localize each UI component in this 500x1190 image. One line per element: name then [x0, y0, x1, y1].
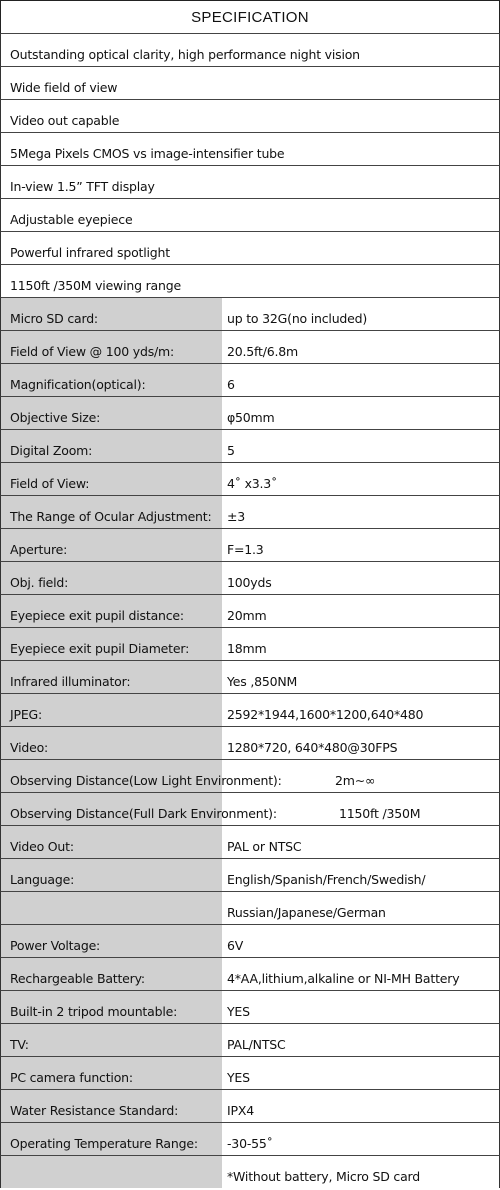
spec-label: Field of View: [10, 476, 90, 491]
spec-row [0, 990, 500, 1023]
spec-value: 6V [227, 938, 244, 953]
spec-label: JPEG: [10, 707, 43, 722]
spec-value: *Without battery, Micro SD card [227, 1169, 420, 1184]
spec-row [0, 297, 500, 330]
feature-text: In-view 1.5” TFT display [10, 179, 155, 194]
spec-row [0, 1122, 500, 1155]
spec-label: Built-in 2 tripod mountable: [10, 1004, 178, 1019]
spec-value: F=1.3 [227, 542, 264, 557]
feature-text: 1150ft /350M viewing range [10, 278, 181, 293]
feature-text: Video out capable [10, 113, 120, 128]
spec-value: YES [227, 1070, 250, 1085]
spec-value: 2m∼∞ [335, 773, 376, 788]
spec-label: Language: [10, 872, 75, 887]
spec-value: PAL or NTSC [227, 839, 302, 854]
spec-label: TV: [10, 1037, 29, 1052]
feature-row [0, 231, 500, 264]
spec-row [0, 363, 500, 396]
spec-row [0, 1056, 500, 1089]
spec-value: IPX4 [227, 1103, 254, 1118]
spec-value: 18mm [227, 641, 267, 656]
spec-label: PC camera function: [10, 1070, 133, 1085]
page-title: SPECIFICATION [0, 0, 500, 34]
spec-row [0, 924, 500, 957]
spec-value: 5 [227, 443, 235, 458]
spec-value: Russian/Japanese/German [227, 905, 386, 920]
spec-row [0, 660, 500, 693]
spec-row [0, 627, 500, 660]
spec-label: Water Resistance Standard: [10, 1103, 179, 1118]
feature-text: Adjustable eyepiece [10, 212, 133, 227]
spec-table [0, 33, 500, 1188]
spec-label: The Range of Ocular Adjustment: [10, 509, 212, 524]
spec-label: Operating Temperature Range: [10, 1136, 198, 1151]
spec-label: Video Out: [10, 839, 74, 854]
observing-row [0, 792, 500, 825]
spec-label: Video: [10, 740, 49, 755]
spec-row [0, 825, 500, 858]
feature-row [0, 264, 500, 297]
spec-row [0, 957, 500, 990]
spec-row [0, 561, 500, 594]
spec-row [0, 726, 500, 759]
spec-label: Rechargeable Battery: [10, 971, 145, 986]
feature-text: Wide field of view [10, 80, 118, 95]
spec-value: -30-55˚ [227, 1136, 273, 1151]
spec-label: Digital Zoom: [10, 443, 93, 458]
spec-value: English/Spanish/French/Swedish/ [227, 872, 426, 887]
spec-value: 2592*1944,1600*1200,640*480 [227, 707, 424, 722]
feature-row [0, 99, 500, 132]
spec-value: 4*AA,lithium,alkaline or NI-MH Battery [227, 971, 460, 986]
spec-label: Field of View @ 100 yds/m: [10, 344, 175, 359]
spec-value: 4˚ x3.3˚ [227, 476, 278, 491]
spec-value: PAL/NTSC [227, 1037, 286, 1052]
spec-row [0, 429, 500, 462]
spec-label: Aperture: [10, 542, 68, 557]
spec-row [0, 462, 500, 495]
spec-label: Observing Distance(Full Dark Environment): [10, 806, 277, 821]
feature-row [0, 132, 500, 165]
spec-label: Micro SD card: [10, 311, 98, 326]
spec-label: Eyepiece exit pupil distance: [10, 608, 184, 623]
spec-value: φ50mm [227, 410, 275, 425]
spec-value: Yes ,850NM [227, 674, 298, 689]
spec-row [0, 858, 500, 891]
spec-value: YES [227, 1004, 250, 1019]
spec-label: Infrared illuminator: [10, 674, 131, 689]
spec-value: 1150ft /350M [339, 806, 421, 821]
spec-row [0, 693, 500, 726]
spec-label: Magnification(optical): [10, 377, 146, 392]
spec-value: 1280*720, 640*480@30FPS [227, 740, 398, 755]
spec-label: Objective Size: [10, 410, 101, 425]
spec-row [0, 528, 500, 561]
feature-text: 5Mega Pixels CMOS vs image-intensifier tube [10, 146, 285, 161]
feature-row [0, 198, 500, 231]
spec-value: up to 32G(no included) [227, 311, 368, 326]
spec-value: 100yds [227, 575, 272, 590]
spec-label: Power Voltage: [10, 938, 101, 953]
spec-label: Obj. field: [10, 575, 69, 590]
feature-text: Outstanding optical clarity, high performance night vision [10, 47, 360, 62]
spec-row [0, 891, 500, 924]
spec-value: 6 [227, 377, 235, 392]
spec-row [0, 495, 500, 528]
spec-value: 20mm [227, 608, 267, 623]
observing-row [0, 759, 500, 792]
spec-label: Observing Distance(Low Light Environment): [10, 773, 282, 788]
spec-value: 20.5ft/6.8m [227, 344, 298, 359]
spec-row [0, 1155, 500, 1188]
spec-row [0, 1023, 500, 1056]
feature-text: Powerful infrared spotlight [10, 245, 170, 260]
spec-value: ±3 [227, 509, 246, 524]
feature-row [0, 33, 500, 66]
spec-row [0, 396, 500, 429]
spec-row [0, 1089, 500, 1122]
spec-row [0, 330, 500, 363]
spec-label: Eyepiece exit pupil Diameter: [10, 641, 190, 656]
feature-row [0, 66, 500, 99]
spec-row [0, 594, 500, 627]
feature-row [0, 165, 500, 198]
